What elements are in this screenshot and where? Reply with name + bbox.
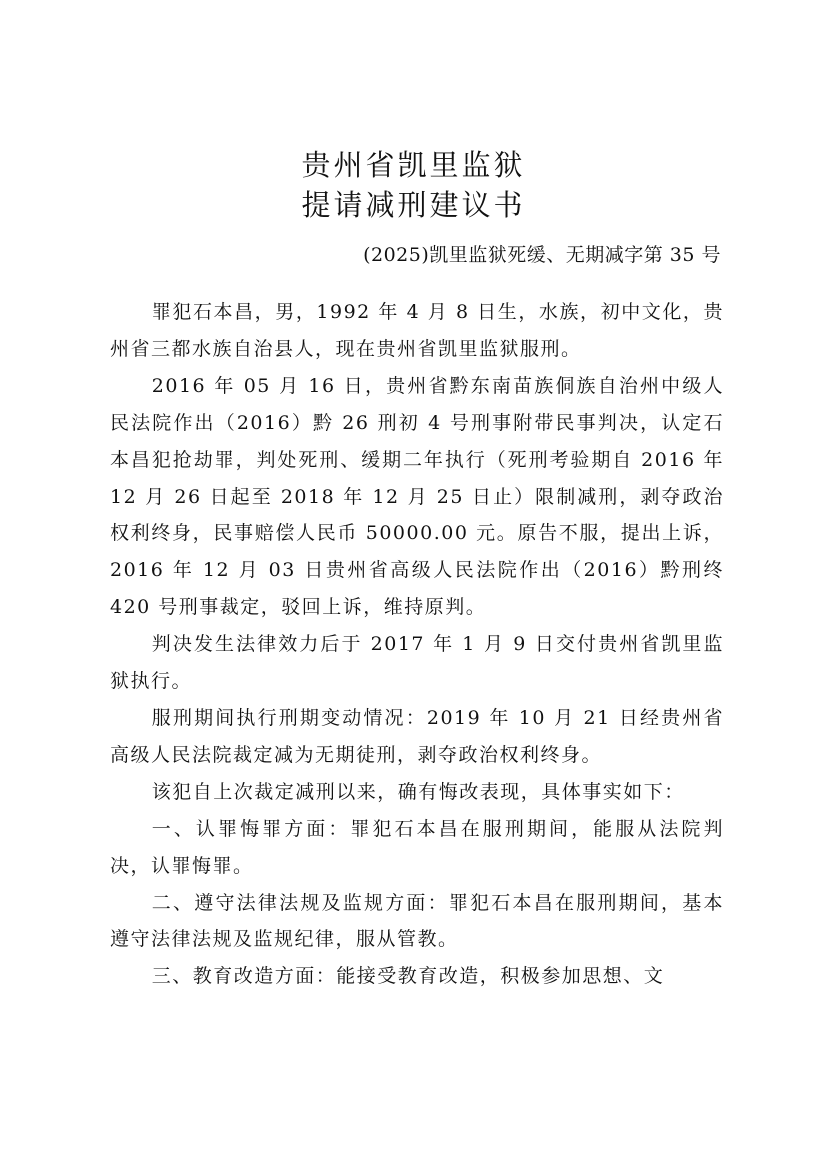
document-body — [110, 294, 724, 995]
paragraph-delivery: 判决发生法律效力后于 2017 年 1 月 9 日交付贵州省凯里监狱执行。 — [110, 633, 724, 693]
paragraph-law-compliance: 二、遵守法律法规及监规方面：罪犯石本昌在服刑期间，基本遵守法律法规及监规纪律，服从管教。 — [110, 891, 724, 951]
paragraph-education: 三、教育改造方面：能接受教育改造，积极参加思想、文 — [151, 965, 665, 988]
paragraph-sentence-change: 服刑期间执行刑期变动情况：2019 年 10 月 21 日经贵州省高级人民法院裁定减为无期徒刑，剥夺政治权利终身。 — [110, 706, 724, 766]
paragraph-criminal-info: 罪犯石本昌，男，1992 年 4 月 8 日生，水族，初中文化，贵州省三都水族自治县人，现在贵州省凯里监狱服刑。 — [110, 301, 724, 360]
document-title-line1: 贵州省凯里监狱 — [301, 148, 526, 182]
paragraph-repentance: 一、认罪悔罪方面：罪犯石本昌在服刑期间，能服从法院判决，认罪悔罪。 — [110, 817, 724, 877]
paragraph-judgment: 2016 年 05 月 16 日，贵州省黔东南苗族侗族自治州中级人民法院作出（2016）黔 26 刑初 4 号刑事附带民事判决，认定石本昌犯抢劫罪，判处死刑、缓期二年执行（死刑考验期自 2016 年 12 月 26 日起至 2018 年 12 月 25 日止）限制减刑，剥夺政治权利终身，民事赔偿人民币 50000.00 元。原告不服，提出上诉，2016 年 12 月 03 日贵州省高级人民法院作出（2016）黔刑终 420 号刑事裁定，驳回上诉，维持原判。 — [110, 374, 724, 619]
paragraph-facts-intro: 该犯自上次裁定减刑以来，确有悔改表现，具体事实如下： — [151, 780, 685, 803]
document-title-line2: 提请减刑建议书 — [301, 188, 526, 222]
document-number: (2025)凯里监狱死缓、无期减字第 35 号 — [363, 244, 721, 266]
